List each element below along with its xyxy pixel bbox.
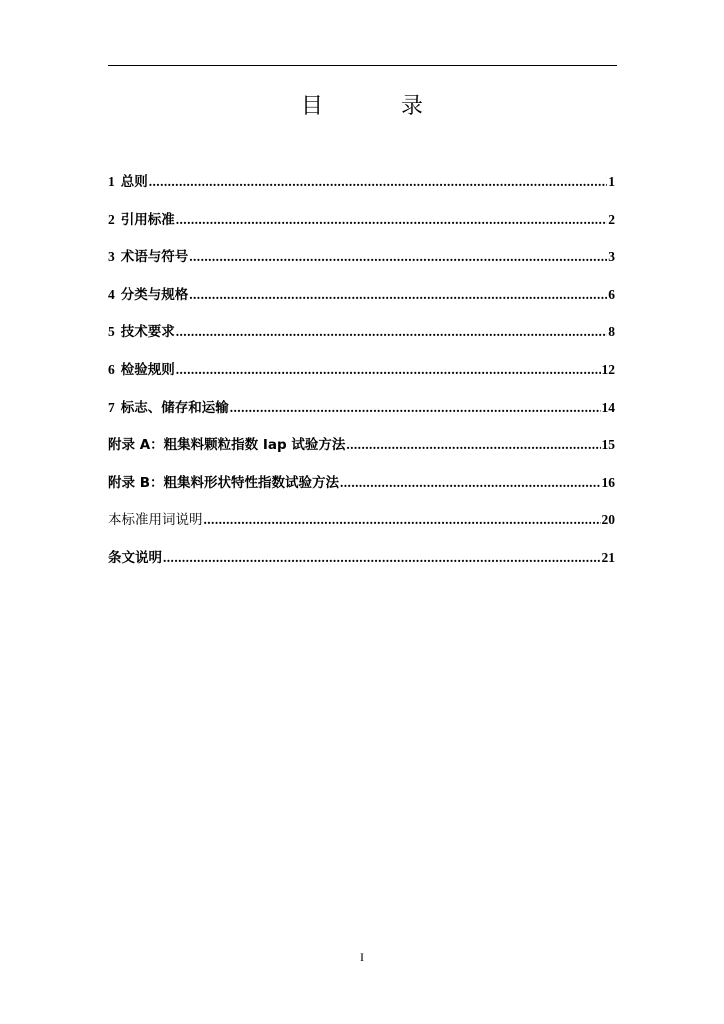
toc-entry-page: 14 — [601, 399, 615, 415]
toc-entry-number: 3 — [108, 249, 115, 265]
toc-entry-number: 6 — [108, 361, 115, 377]
toc-entry-label: 附录 A：粗集料颗粒指数 Iap 试验方法 — [108, 437, 346, 454]
toc-entry-label: 标志、储存和运输 — [120, 399, 229, 416]
toc-entry-number: 7 — [108, 399, 115, 415]
page-title: 目 录 — [300, 94, 451, 119]
toc-entry-number: 1 — [108, 174, 115, 189]
toc-entry-label: 总则 — [120, 174, 148, 190]
toc-leader-dots — [346, 435, 600, 455]
toc-leader-dots — [230, 398, 601, 418]
toc-entry-page: 1 — [608, 174, 615, 189]
toc-entry-5[interactable] — [108, 322, 615, 360]
toc-entry-6[interactable] — [108, 360, 615, 398]
toc-entry-page: 12 — [601, 361, 615, 377]
page-number: I — [360, 950, 364, 964]
toc-entry-page: 16 — [601, 474, 615, 490]
toc-entry-page: 15 — [601, 437, 615, 453]
toc-entry-number: 2 — [108, 211, 115, 227]
toc-entry-page: 8 — [608, 324, 615, 340]
toc-entry-label: 检验规则 — [120, 361, 175, 378]
toc-entry-label: 技术要求 — [120, 324, 175, 341]
toc-entry-page: 2 — [608, 211, 615, 227]
toc-entry-page: 6 — [608, 286, 615, 302]
toc-leader-dots — [149, 172, 608, 192]
toc-entry-1[interactable] — [108, 172, 615, 210]
toc-leader-dots — [163, 548, 601, 568]
toc-leader-dots — [204, 510, 601, 530]
toc-entry-appendix-a[interactable] — [108, 435, 615, 473]
toc-entry-clause-explanation[interactable] — [108, 548, 615, 586]
toc-entry-appendix-b[interactable] — [108, 473, 615, 511]
toc-entry-page: 21 — [601, 549, 615, 565]
toc-leader-dots — [176, 210, 608, 230]
toc-entry-label: 条文说明 — [108, 549, 162, 566]
table-of-contents — [108, 172, 615, 586]
toc-leader-dots — [189, 285, 607, 305]
toc-entry-page: 3 — [608, 249, 615, 265]
toc-leader-dots — [176, 322, 608, 342]
toc-entry-page: 20 — [601, 512, 615, 528]
toc-entry-3[interactable] — [108, 247, 615, 285]
toc-entry-label: 附录 B：粗集料形状特性指数试验方法 — [108, 474, 339, 491]
toc-entry-label: 分类与规格 — [120, 286, 189, 303]
toc-entry-number: 5 — [108, 324, 115, 340]
toc-entry-4[interactable] — [108, 285, 615, 323]
toc-entry-wording-notes[interactable] — [108, 510, 615, 548]
toc-leader-dots — [189, 247, 607, 267]
toc-entry-label: 术语与符号 — [120, 249, 189, 266]
header-rule — [108, 65, 617, 66]
toc-entry-2[interactable] — [108, 210, 615, 248]
toc-leader-dots — [176, 360, 601, 380]
toc-entry-number: 4 — [108, 286, 115, 302]
toc-entry-label: 引用标准 — [120, 211, 175, 228]
toc-leader-dots — [340, 473, 601, 493]
toc-entry-label: 本标准用词说明 — [108, 512, 203, 529]
toc-entry-7[interactable] — [108, 398, 615, 436]
